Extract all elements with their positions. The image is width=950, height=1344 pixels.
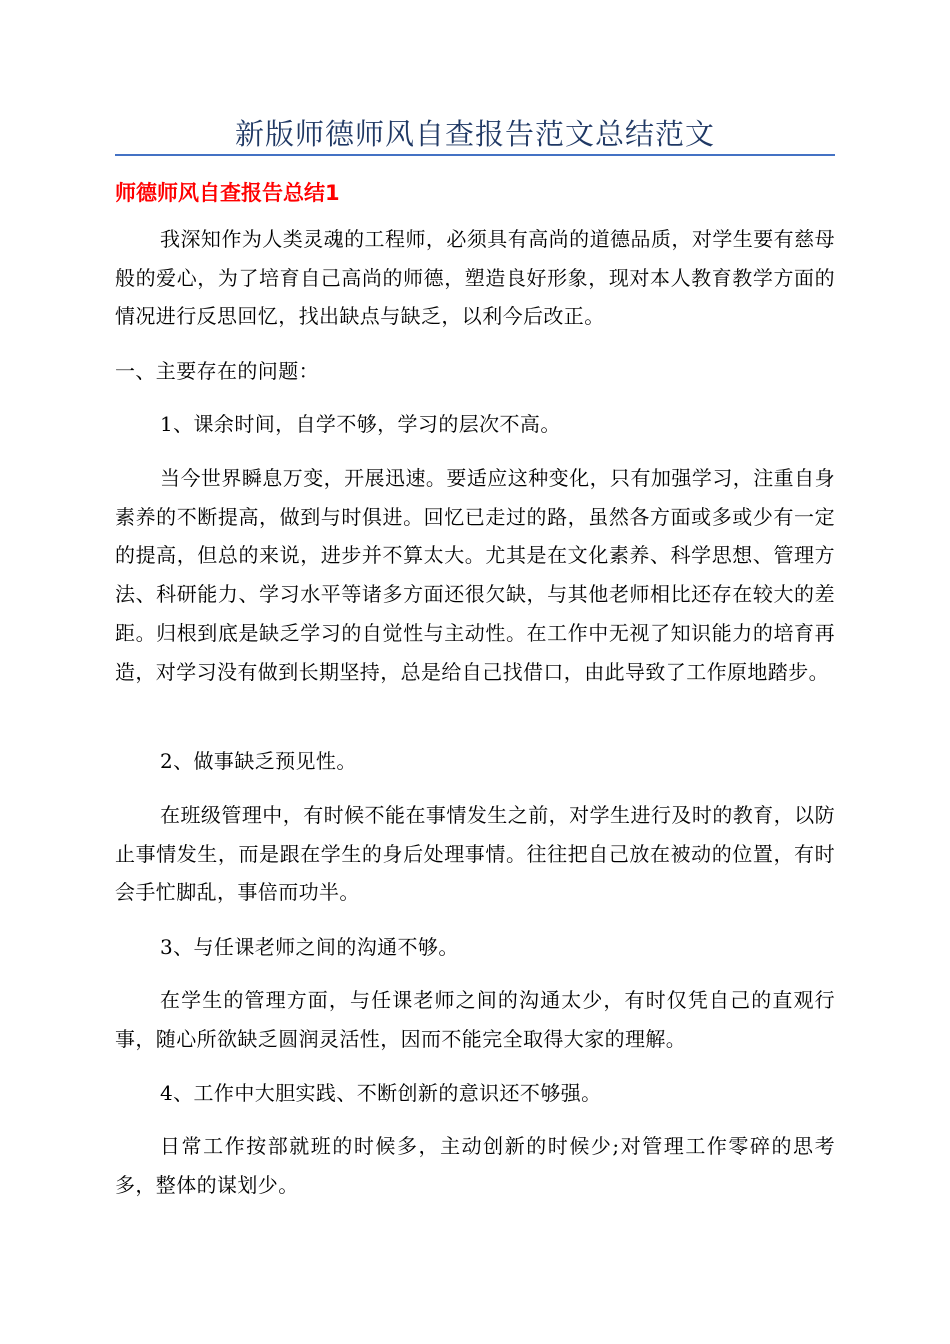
problem-2-heading: 2、做事缺乏预见性。 (160, 749, 357, 773)
problem-2-paragraph: 在班级管理中，有时候不能在事情发生之前，对学生进行及时的教育，以防止事情发生，而是跟在学生的身后处理事情。往往把自己放在被动的位置，有时会手忙脚乱，事倍而功半。 (115, 803, 835, 905)
problem-1-paragraph: 当今世界瞬息万变，开展迅速。要适应这种变化，只有加强学习，注重自身素养的不断提高，做到与时俱进。回忆已走过的路，虽然各方面或多或少有一定的提高，但总的来说，进步并不算太大。尤其是在文化素养、科学思想、管理方法、科研能力、学习水平等诸多方面还很欠缺，与其他老师相比还存在较大的差距。归根到底是缺乏学习的自觉性与主动性。在工作中无视了知识能力的培育再造，对学习没有做到长期坚持，总是给自己找借口，由此导致了工作原地踏步。 (115, 466, 835, 684)
problem-4-paragraph: 日常工作按部就班的时候多，主动创新的时候少;对管理工作零碎的思考多，整体的谋划少。 (115, 1134, 835, 1197)
problem-1-heading: 1、课余时间，自学不够，学习的层次不高。 (160, 412, 561, 436)
problem-3-heading: 3、与任课老师之间的沟通不够。 (160, 935, 459, 959)
title-underline (115, 154, 835, 156)
section-heading: 师德师风自查报告总结1 (115, 181, 340, 205)
intro-paragraph: 我深知作为人类灵魂的工程师，必须具有高尚的道德品质，对学生要有慈母般的爱心，为了培育自己高尚的师德，塑造良好形象，现对本人教育教学方面的情况进行反思回忆，找出缺点与缺乏，以利今后改正。 (115, 227, 835, 329)
problem-4-heading: 4、工作中大胆实践、不断创新的意识还不够强。 (160, 1081, 602, 1105)
problems-heading: 一、主要存在的问题： (115, 359, 319, 383)
problem-3-paragraph: 在学生的管理方面，与任课老师之间的沟通太少，有时仅凭自己的直观行事，随心所欲缺乏圆润灵活性，因而不能完全取得大家的理解。 (115, 988, 835, 1051)
document-title: 新版师德师风自查报告范文总结范文 (234, 117, 715, 151)
